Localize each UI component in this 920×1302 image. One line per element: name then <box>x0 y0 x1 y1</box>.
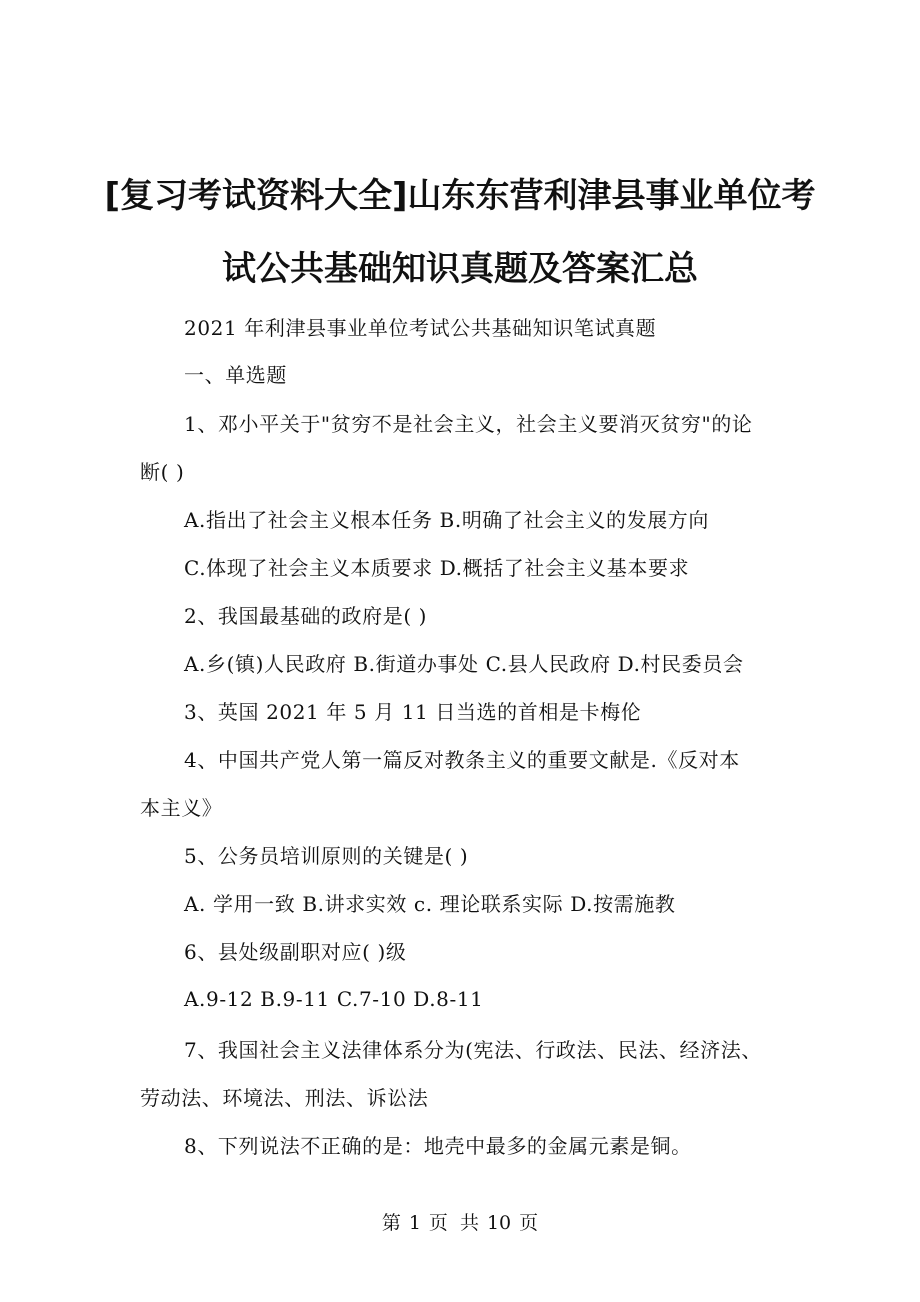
section-heading-single-choice: 一、单选题 <box>184 363 287 387</box>
question-4-text: 4、中国共产党人第一篇反对教条主义的重要文献是.《反对本 <box>184 748 740 772</box>
page-footer <box>0 1208 920 1235</box>
question-4-text-cont: 本主义》 <box>140 796 223 820</box>
footer-mid: 页 共 <box>428 1212 479 1234</box>
exam-heading: 2021 年利津县事业单位考试公共基础知识笔试真题 <box>184 316 657 340</box>
document-title-line-2: 试公共基础知识真题及答案汇总 <box>222 249 698 289</box>
question-5-options: A. 学用一致 B.讲求实效 c. 理论联系实际 D.按需施教 <box>184 892 676 916</box>
footer-current-page: 1 <box>408 1212 421 1234</box>
footer-total-pages: 10 <box>486 1212 512 1234</box>
question-1-options-cd: C.体现了社会主义本质要求 D.概括了社会主义基本要求 <box>184 556 690 580</box>
question-8-text: 8、下列说法不正确的是：地壳中最多的金属元素是铜。 <box>184 1134 692 1158</box>
question-2-options: A.乡(镇)人民政府 B.街道办事处 C.县人民政府 D.村民委员会 <box>184 652 744 676</box>
footer-suffix: 页 <box>519 1212 539 1234</box>
document-title-line-1: [复习考试资料大全]山东东营利津县事业单位考 <box>104 176 816 216</box>
footer-prefix: 第 <box>381 1212 401 1234</box>
question-1-text: 1、邓小平关于"贫穷不是社会主义，社会主义要消灭贫穷"的论 <box>184 412 753 436</box>
question-6-text: 6、县处级副职对应( )级 <box>184 940 407 964</box>
question-6-options: A.9-12 B.9-11 C.7-10 D.8-11 <box>184 987 484 1011</box>
question-2-text: 2、我国最基础的政府是( ) <box>184 604 428 628</box>
question-1-text-cont: 断( ) <box>140 460 185 484</box>
question-7-text-cont: 劳动法、环境法、刑法、诉讼法 <box>140 1086 429 1110</box>
question-5-text: 5、公务员培训原则的关键是( ) <box>184 844 469 868</box>
question-3-text: 3、英国 2021 年 5 月 11 日当选的首相是卡梅伦 <box>184 700 642 724</box>
question-1-options-ab: A.指出了社会主义根本任务 B.明确了社会主义的发展方向 <box>184 508 710 532</box>
question-7-text: 7、我国社会主义法律体系分为(宪法、行政法、民法、经济法、 <box>184 1038 762 1062</box>
